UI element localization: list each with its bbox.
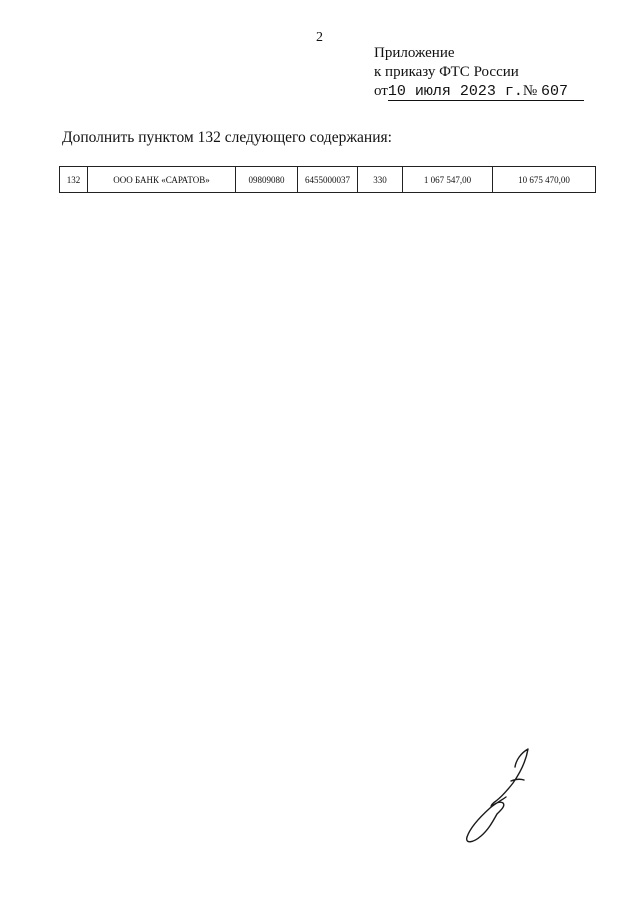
cell-amount-2: 10 675 470,00 <box>493 167 596 193</box>
appendix-order-date-line <box>374 82 584 101</box>
cell-index: 132 <box>60 167 88 193</box>
cell-name: ООО БАНК «САРАТОВ» <box>88 167 236 193</box>
page-number: 2 <box>316 30 323 45</box>
order-date: 10 июля 2023 г. <box>387 83 523 100</box>
appendix-title: Приложение <box>374 45 455 61</box>
appendix-order-ref: к приказу ФТС России <box>374 64 519 80</box>
order-number: 607 <box>540 83 568 100</box>
appendix-header <box>374 44 584 101</box>
cell-code: 09809080 <box>236 167 298 193</box>
entries-table <box>59 166 596 193</box>
cell-amount-1: 1 067 547,00 <box>403 167 493 193</box>
order-underline <box>388 100 584 101</box>
cell-number: 330 <box>358 167 403 193</box>
cell-inn: 6455000037 <box>298 167 358 193</box>
order-date-prefix: от <box>374 83 388 99</box>
intro-text: Дополнить пунктом 132 следующего содержания: <box>62 129 392 146</box>
order-number-sign: № <box>522 83 538 99</box>
table-row <box>60 167 596 193</box>
handwritten-signature-icon <box>458 745 548 855</box>
